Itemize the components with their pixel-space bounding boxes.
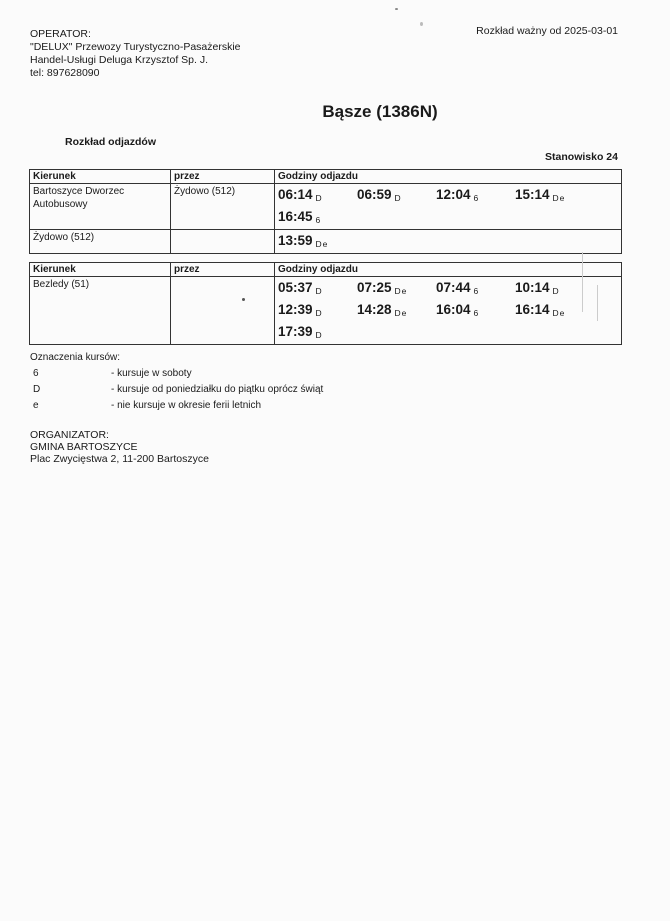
header-direction: Kierunek [30, 170, 171, 184]
direction-cell: Żydowo (512) [30, 230, 171, 254]
legend-text: - kursuje od poniedziałku do piątku oprócz świąt [111, 384, 324, 395]
departure-times [278, 277, 618, 343]
legend-code: 6 [33, 368, 39, 379]
header-direction: Kierunek [30, 263, 171, 277]
header-times: Godziny odjazdu [275, 263, 622, 277]
header-via: przez [171, 170, 275, 184]
legend-item [30, 382, 323, 398]
table-row [30, 184, 622, 230]
operator-company: Handel-Usługi Deluga Krzysztof Sp. J. [30, 54, 208, 66]
departure-time: 07:44 6 [436, 280, 480, 296]
operator-label: OPERATOR: [30, 28, 91, 40]
via-cell: Żydowo (512) [171, 184, 275, 230]
departure-time: 16:14 De [515, 302, 566, 318]
organizer-label: ORGANIZATOR: [30, 429, 109, 441]
organizer-block [30, 429, 209, 465]
header-via: przez [171, 263, 275, 277]
table-row [30, 230, 622, 254]
departure-time: 12:04 6 [436, 187, 480, 203]
platform-label: Stanowisko 24 [545, 151, 618, 163]
organizer-address: Plac Zwycięstwa 2, 11-200 Bartoszyce [30, 453, 209, 465]
legend-code: D [33, 384, 41, 395]
legend-text: - nie kursuje w okresie ferii letnich [111, 400, 262, 411]
table-row [30, 277, 622, 345]
departure-time: 06:14 D [278, 187, 323, 203]
via-cell [171, 277, 275, 345]
legend-code: e [33, 400, 39, 411]
legend-title: Oznaczenia kursów: [30, 352, 121, 363]
header-times: Godziny odjazdu [275, 170, 622, 184]
stop-title: Bąsze (1386N) [322, 102, 438, 121]
direction-cell: Bartoszyce Dworzec Autobusowy [30, 184, 171, 230]
departure-time: 13:59 De [278, 233, 329, 249]
departure-time: 17:39 D [278, 324, 323, 340]
departure-time: 07:25 De [357, 280, 408, 296]
departure-times [278, 184, 618, 228]
direction-cell: Bezledy (51) [30, 277, 171, 345]
departure-time: 10:14 D [515, 280, 560, 296]
section-title: Rozkład odjazdów [65, 136, 157, 148]
operator-name: "DELUX" Przewozy Turystyczno-Pasażerskie [30, 41, 241, 53]
scan-speck [395, 8, 398, 10]
departure-time: 14:28 De [357, 302, 408, 318]
departure-time: 15:14 De [515, 187, 566, 203]
table-header [30, 263, 622, 277]
legend [30, 350, 323, 414]
scan-speck [420, 22, 423, 26]
departure-times [278, 230, 618, 252]
table-header [30, 170, 622, 184]
operator-phone: tel: 897628090 [30, 67, 100, 79]
legend-item [30, 398, 323, 414]
times-cell [275, 277, 622, 345]
legend-text: - kursuje w soboty [111, 368, 192, 379]
legend-item [30, 366, 323, 382]
departure-time: 05:37 D [278, 280, 323, 296]
times-cell [275, 184, 622, 230]
departure-time: 16:04 6 [436, 302, 480, 318]
via-cell [171, 230, 275, 254]
timetable-1 [29, 169, 622, 254]
departure-time: 06:59 D [357, 187, 402, 203]
operator-block [30, 28, 241, 80]
times-cell [275, 230, 622, 254]
departure-time: 12:39 D [278, 302, 323, 318]
valid-from: Rozkład ważny od 2025-03-01 [476, 25, 618, 37]
organizer-name: GMINA BARTOSZYCE [30, 441, 138, 453]
scan-speck [242, 298, 245, 301]
departure-time: 16:45 6 [278, 209, 322, 225]
timetable-2 [29, 262, 622, 345]
scan-streak [582, 252, 583, 312]
scan-streak [597, 285, 598, 321]
